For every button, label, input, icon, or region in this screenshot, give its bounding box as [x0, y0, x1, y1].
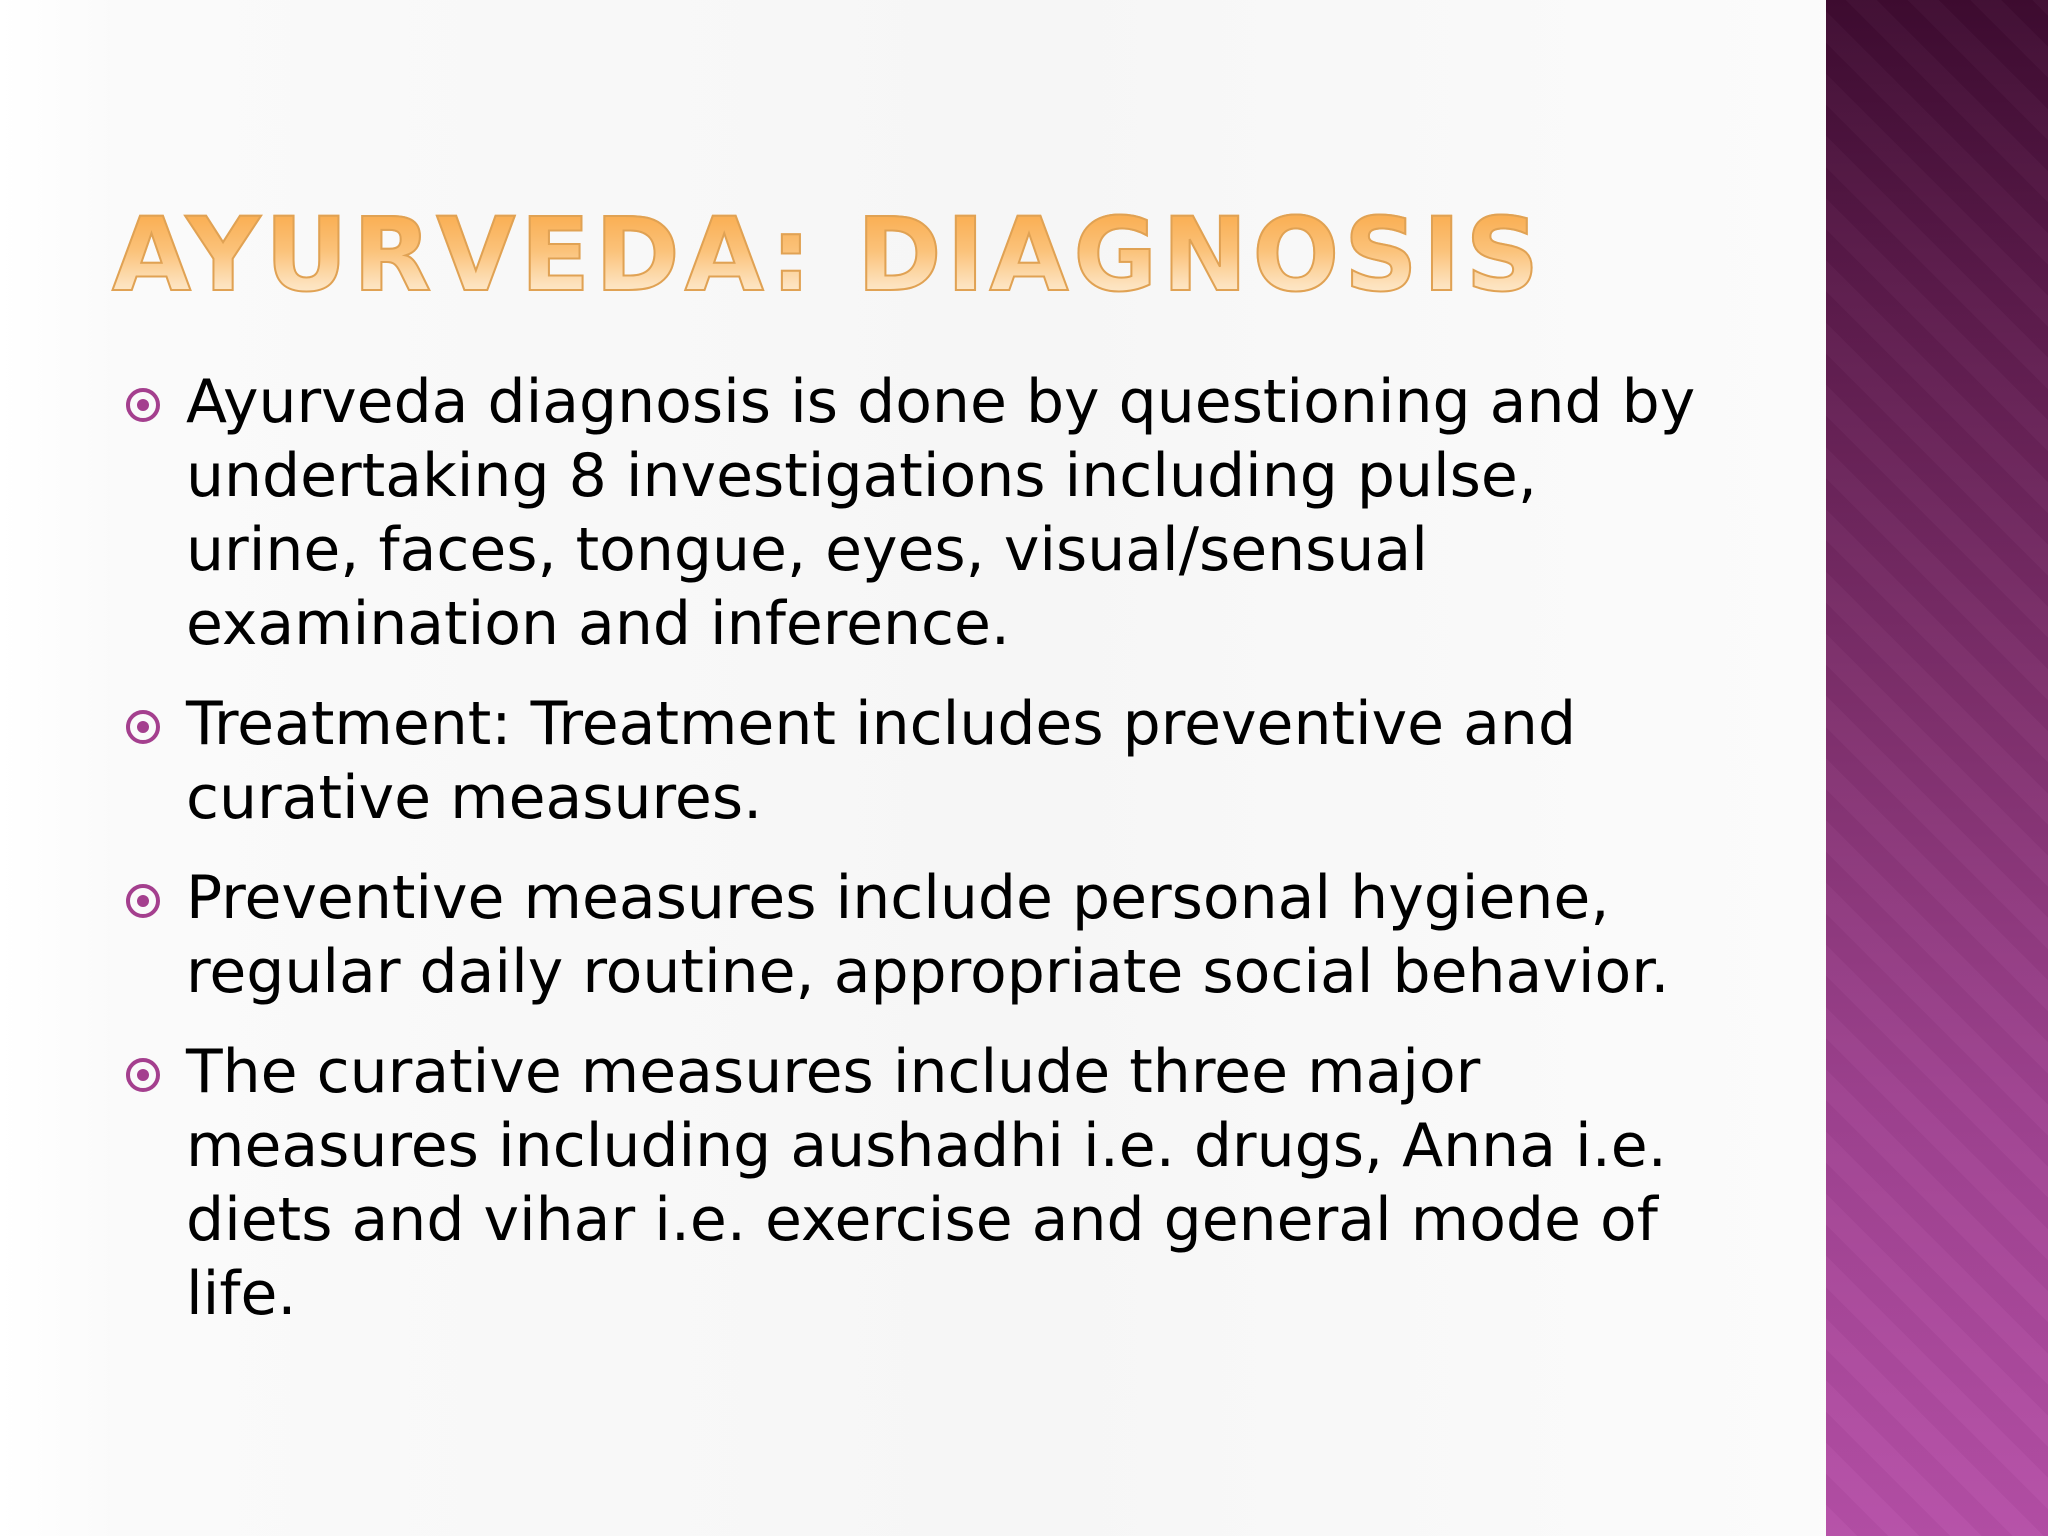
decorative-sidebar	[1826, 0, 2048, 1536]
circled-dot-bullet-icon	[126, 1058, 160, 1092]
bullet-item	[126, 365, 1726, 661]
bullet-text: Preventive measures include personal hygiene, regular daily routine, appropriate social behavior.	[186, 863, 1670, 1007]
slide-title: AYURVEDA: DIAGNOSIS	[112, 196, 1545, 315]
bullet-text: Ayurveda diagnosis is done by questioning and by undertaking 8 investigations including pulse, urine, faces, tongue, eyes, visual/sensual examination and inference.	[186, 367, 1696, 659]
bullet-list	[126, 365, 1726, 1357]
bullet-item	[126, 861, 1726, 1009]
circled-dot-bullet-icon	[126, 388, 160, 422]
circled-dot-bullet-icon	[126, 884, 160, 918]
bullet-text: The curative measures include three major measures including aushadhi i.e. drugs, Anna i.e. diets and vihar i.e. exercise and general mode of life.	[186, 1037, 1667, 1329]
bullet-item	[126, 1035, 1726, 1331]
bullet-text: Treatment: Treatment includes preventive and curative measures.	[186, 689, 1577, 833]
bullet-item	[126, 687, 1726, 835]
circled-dot-bullet-icon	[126, 710, 160, 744]
